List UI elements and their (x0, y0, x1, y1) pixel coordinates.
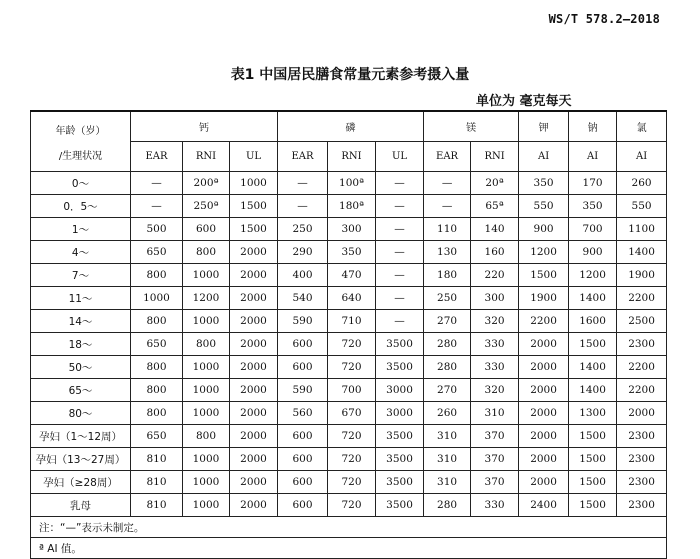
subheader-cell: RNI (328, 142, 376, 172)
table-row (31, 241, 667, 264)
table-row (31, 218, 667, 241)
sodium-header: 钠 (569, 111, 617, 142)
subheader-cell: EAR (424, 142, 471, 172)
value-cell: 330 (471, 494, 519, 517)
value-cell: 600 (278, 356, 328, 379)
table-row (31, 172, 667, 195)
value-cell: — (376, 195, 424, 218)
value-cell: 250 (278, 218, 328, 241)
value-cell: 1000 (230, 172, 278, 195)
value-cell: 810 (131, 471, 183, 494)
value-cell: 1100 (617, 218, 667, 241)
value-cell: 350 (519, 172, 569, 195)
value-cell: 1000 (183, 402, 230, 425)
calcium-header: 钙 (131, 111, 278, 142)
note-text: ª AI 值。 (31, 538, 667, 559)
value-cell: — (131, 172, 183, 195)
value-cell: 65ª (471, 195, 519, 218)
value-cell: 1900 (617, 264, 667, 287)
value-cell: 540 (278, 287, 328, 310)
value-cell: 400 (278, 264, 328, 287)
value-cell: 200ª (183, 172, 230, 195)
table-body (31, 111, 667, 559)
value-cell: 2000 (230, 264, 278, 287)
value-cell: 310 (471, 402, 519, 425)
value-cell: 290 (278, 241, 328, 264)
value-cell: 800 (131, 264, 183, 287)
value-cell: 1000 (183, 379, 230, 402)
value-cell: 270 (424, 379, 471, 402)
table-row (31, 195, 667, 218)
value-cell: 2000 (230, 333, 278, 356)
value-cell: 2000 (230, 494, 278, 517)
value-cell: 1400 (569, 379, 617, 402)
note-row (31, 538, 667, 559)
table-row (31, 310, 667, 333)
value-cell: 350 (328, 241, 376, 264)
value-cell: 3500 (376, 356, 424, 379)
value-cell: 710 (328, 310, 376, 333)
value-cell: 300 (471, 287, 519, 310)
value-cell: 470 (328, 264, 376, 287)
value-cell: 2000 (230, 356, 278, 379)
value-cell: 170 (569, 172, 617, 195)
value-cell: 1500 (230, 218, 278, 241)
magnesium-header: 镁 (424, 111, 519, 142)
subheader-cell: UL (230, 142, 278, 172)
age-group-cell: 18～ (31, 333, 131, 356)
value-cell: — (424, 172, 471, 195)
value-cell: 700 (569, 218, 617, 241)
age-group-cell: 孕妇（≥28周） (31, 471, 131, 494)
table-row (31, 356, 667, 379)
value-cell: 260 (424, 402, 471, 425)
table-row (31, 471, 667, 494)
subheader-cell: RNI (183, 142, 230, 172)
value-cell: 2200 (519, 310, 569, 333)
value-cell: 600 (183, 218, 230, 241)
value-cell: 2000 (230, 310, 278, 333)
value-cell: 3500 (376, 425, 424, 448)
age-group-cell: 4～ (31, 241, 131, 264)
value-cell: 2200 (617, 356, 667, 379)
value-cell: 2000 (519, 402, 569, 425)
value-cell: 590 (278, 310, 328, 333)
value-cell: 600 (278, 448, 328, 471)
value-cell: 320 (471, 310, 519, 333)
value-cell: 260 (617, 172, 667, 195)
value-cell: 1500 (569, 494, 617, 517)
value-cell: 310 (424, 471, 471, 494)
value-cell: 2200 (617, 287, 667, 310)
age-group-cell: 14～ (31, 310, 131, 333)
value-cell: 800 (183, 425, 230, 448)
value-cell: 370 (471, 471, 519, 494)
age-group-cell: 11～ (31, 287, 131, 310)
value-cell: 720 (328, 425, 376, 448)
value-cell: 670 (328, 402, 376, 425)
subheader-cell: EAR (131, 142, 183, 172)
table-row (31, 379, 667, 402)
value-cell: — (376, 218, 424, 241)
age-group-cell: 乳母 (31, 494, 131, 517)
value-cell: 2300 (617, 333, 667, 356)
value-cell: 1000 (131, 287, 183, 310)
value-cell: 810 (131, 448, 183, 471)
value-cell: 2000 (519, 333, 569, 356)
value-cell: 560 (278, 402, 328, 425)
value-cell: 320 (471, 379, 519, 402)
subheader-cell: AI (617, 142, 667, 172)
value-cell: 250 (424, 287, 471, 310)
age-group-cell: 0～ (31, 172, 131, 195)
value-cell: 1500 (230, 195, 278, 218)
value-cell: 2000 (617, 402, 667, 425)
value-cell: 370 (471, 425, 519, 448)
value-cell: 110 (424, 218, 471, 241)
value-cell: 1000 (183, 356, 230, 379)
standard-code: WS/T 578.2—2018 (548, 12, 660, 26)
value-cell: 1400 (569, 287, 617, 310)
note-text: 注：“—”表示未制定。 (31, 517, 667, 538)
value-cell: 500 (131, 218, 183, 241)
value-cell: 330 (471, 356, 519, 379)
value-cell: 2500 (617, 310, 667, 333)
value-cell: 600 (278, 333, 328, 356)
value-cell: — (376, 310, 424, 333)
value-cell: 3500 (376, 494, 424, 517)
value-cell: 1000 (183, 310, 230, 333)
value-cell: 1400 (617, 241, 667, 264)
value-cell: 800 (131, 402, 183, 425)
value-cell: 3500 (376, 333, 424, 356)
value-cell: 640 (328, 287, 376, 310)
header-row-elements (31, 111, 667, 142)
value-cell: 1000 (183, 448, 230, 471)
value-cell: — (376, 172, 424, 195)
value-cell: 1500 (519, 264, 569, 287)
value-cell: 100ª (328, 172, 376, 195)
value-cell: 2000 (230, 448, 278, 471)
value-cell: 160 (471, 241, 519, 264)
note-row (31, 517, 667, 538)
value-cell: 280 (424, 494, 471, 517)
value-cell: 3000 (376, 402, 424, 425)
table-row (31, 425, 667, 448)
value-cell: — (278, 172, 328, 195)
value-cell: 280 (424, 356, 471, 379)
value-cell: 720 (328, 356, 376, 379)
value-cell: 1200 (519, 241, 569, 264)
value-cell: 1000 (183, 264, 230, 287)
table-row (31, 287, 667, 310)
subheader-cell: UL (376, 142, 424, 172)
value-cell: 2000 (230, 287, 278, 310)
age-group-cell: 50～ (31, 356, 131, 379)
value-cell: 2000 (230, 402, 278, 425)
value-cell: 900 (519, 218, 569, 241)
value-cell: 1900 (519, 287, 569, 310)
chlorine-header: 氯 (617, 111, 667, 142)
value-cell: 350 (569, 195, 617, 218)
value-cell: 800 (131, 356, 183, 379)
age-header-line1: 年龄（岁） (55, 125, 106, 137)
value-cell: 800 (183, 241, 230, 264)
value-cell: 270 (424, 310, 471, 333)
subheader-cell: EAR (278, 142, 328, 172)
subheader-cell: RNI (471, 142, 519, 172)
value-cell: 1500 (569, 448, 617, 471)
value-cell: 900 (569, 241, 617, 264)
potassium-header: 钾 (519, 111, 569, 142)
value-cell: 810 (131, 494, 183, 517)
value-cell: 250ª (183, 195, 230, 218)
age-group-cell: 1～ (31, 218, 131, 241)
value-cell: 1300 (569, 402, 617, 425)
value-cell: 280 (424, 333, 471, 356)
value-cell: 2300 (617, 494, 667, 517)
value-cell: 600 (278, 425, 328, 448)
age-group-cell: 80～ (31, 402, 131, 425)
subheader-cell: AI (569, 142, 617, 172)
value-cell: 800 (131, 379, 183, 402)
value-cell: — (278, 195, 328, 218)
nutrient-table (30, 110, 667, 559)
table-row (31, 402, 667, 425)
value-cell: 2000 (230, 379, 278, 402)
age-group-cell: 65～ (31, 379, 131, 402)
value-cell: 600 (278, 494, 328, 517)
value-cell: 2300 (617, 425, 667, 448)
age-group-cell: 孕妇（1～12周） (31, 425, 131, 448)
value-cell: 1500 (569, 333, 617, 356)
value-cell: 800 (131, 310, 183, 333)
phosphorus-header: 磷 (278, 111, 424, 142)
value-cell: — (376, 287, 424, 310)
value-cell: 650 (131, 333, 183, 356)
age-group-cell: 0．5～ (31, 195, 131, 218)
value-cell: 2300 (617, 471, 667, 494)
value-cell: 2000 (519, 425, 569, 448)
value-cell: 2000 (519, 379, 569, 402)
table-row (31, 448, 667, 471)
age-group-cell: 7～ (31, 264, 131, 287)
value-cell: 1000 (183, 494, 230, 517)
value-cell: 300 (328, 218, 376, 241)
value-cell: 2000 (230, 241, 278, 264)
value-cell: 550 (617, 195, 667, 218)
value-cell: 1400 (569, 356, 617, 379)
age-header-line2: /生理状况 (58, 150, 103, 162)
value-cell: 3000 (376, 379, 424, 402)
value-cell: 2000 (519, 471, 569, 494)
unit-label: 单位为 毫克每天 (476, 94, 572, 109)
value-cell: 2000 (230, 471, 278, 494)
value-cell: 720 (328, 471, 376, 494)
value-cell: 1500 (569, 425, 617, 448)
value-cell: 180ª (328, 195, 376, 218)
value-cell: 1000 (183, 471, 230, 494)
value-cell: 2000 (230, 425, 278, 448)
table-title: 表1 中国居民膳食常量元素参考摄入量 (230, 67, 470, 83)
value-cell: 130 (424, 241, 471, 264)
value-cell: 330 (471, 333, 519, 356)
value-cell: — (131, 195, 183, 218)
value-cell: 3500 (376, 471, 424, 494)
value-cell: 650 (131, 241, 183, 264)
value-cell: 1200 (183, 287, 230, 310)
value-cell: 720 (328, 333, 376, 356)
value-cell: 20ª (471, 172, 519, 195)
value-cell: 180 (424, 264, 471, 287)
value-cell: 1200 (569, 264, 617, 287)
value-cell: 220 (471, 264, 519, 287)
age-group-cell: 孕妇（13～27周） (31, 448, 131, 471)
value-cell: 2000 (519, 356, 569, 379)
value-cell: 650 (131, 425, 183, 448)
value-cell: 310 (424, 425, 471, 448)
value-cell: 3500 (376, 448, 424, 471)
value-cell: 2200 (617, 379, 667, 402)
value-cell: 1500 (569, 471, 617, 494)
value-cell: 800 (183, 333, 230, 356)
value-cell: 1600 (569, 310, 617, 333)
value-cell: — (424, 195, 471, 218)
table-row (31, 264, 667, 287)
table-row (31, 494, 667, 517)
value-cell: 310 (424, 448, 471, 471)
value-cell: 590 (278, 379, 328, 402)
value-cell: 370 (471, 448, 519, 471)
value-cell: 550 (519, 195, 569, 218)
age-header-cell (31, 111, 131, 172)
table-row (31, 333, 667, 356)
value-cell: — (376, 264, 424, 287)
value-cell: 140 (471, 218, 519, 241)
value-cell: 2000 (519, 448, 569, 471)
value-cell: 720 (328, 494, 376, 517)
subheader-cell: AI (519, 142, 569, 172)
value-cell: 720 (328, 448, 376, 471)
value-cell: 2400 (519, 494, 569, 517)
value-cell: — (376, 241, 424, 264)
value-cell: 2300 (617, 448, 667, 471)
value-cell: 600 (278, 471, 328, 494)
value-cell: 700 (328, 379, 376, 402)
